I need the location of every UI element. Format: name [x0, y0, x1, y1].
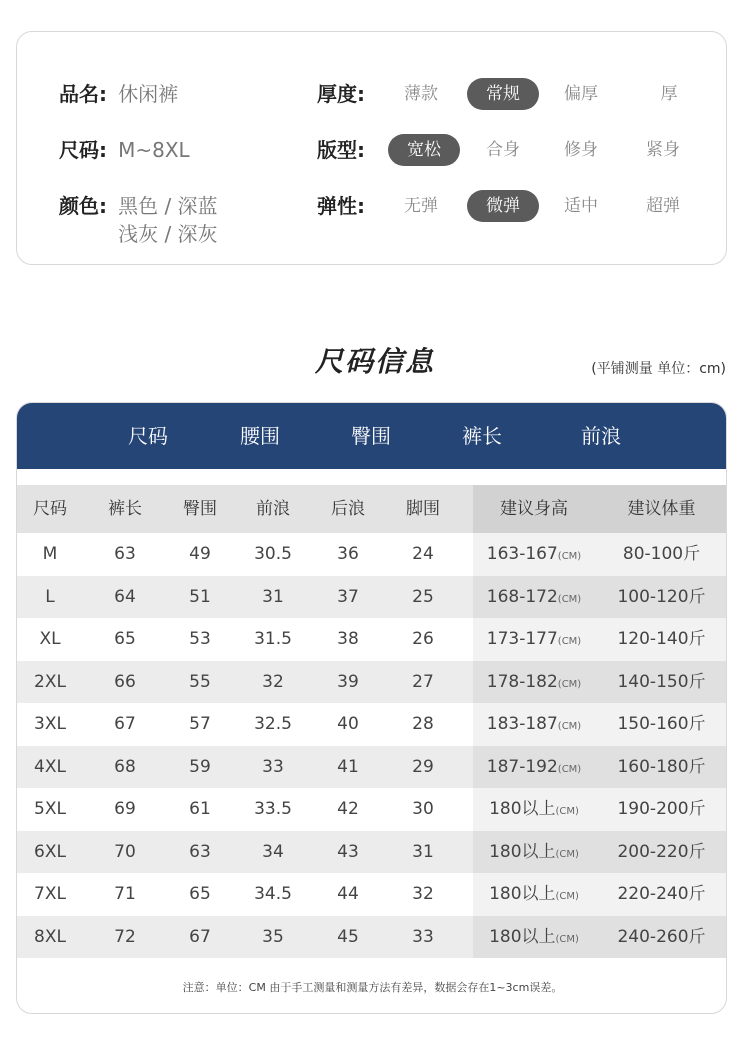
cell-suggested-height: [473, 746, 595, 791]
cell-back-rise: 44: [337, 884, 359, 904]
height-value: 180以上: [489, 926, 556, 947]
cell-suggested-height: [473, 831, 595, 876]
cell-size: L: [45, 586, 55, 607]
cell-size: M: [42, 544, 58, 564]
cell-hip: 53: [189, 629, 211, 649]
table-row: [17, 746, 727, 789]
height-unit-label: (CM): [557, 636, 582, 647]
cell-hip: 65: [189, 884, 211, 904]
cell-leg-opening: 32: [412, 884, 434, 904]
banner-item-hip: 臀围: [351, 424, 391, 448]
cell-suggested-weight: 140-150斤: [617, 671, 706, 692]
product-color-line-2: 浅灰 / 深灰: [118, 222, 218, 246]
cell-leg-opening: 31: [412, 841, 434, 862]
product-color-line-1: 黑色 / 深蓝: [118, 194, 218, 218]
cell-front-rise: 34: [262, 841, 284, 862]
thickness-option-thicker: 偏厚: [564, 84, 598, 104]
cell-back-rise: 45: [337, 926, 359, 947]
cell-size: XL: [39, 629, 61, 649]
elasticity-option-slight: 微弹: [467, 190, 539, 222]
cell-length: 69: [114, 799, 136, 819]
cell-length: 64: [114, 586, 136, 607]
cell-hip: 61: [189, 799, 211, 819]
cell-back-rise: 39: [337, 671, 359, 692]
banner-item-front-rise: 前浪: [581, 424, 621, 448]
height-unit-label: (CM): [555, 891, 579, 902]
cell-suggested-height: [473, 618, 595, 663]
cell-size: 6XL: [34, 841, 66, 862]
thickness-option-regular: 常规: [467, 78, 539, 110]
measurement-disclaimer: 注意：单位：CM 由于手工测量和测量方法有差异，数据会存在1~3cm误差。: [182, 981, 563, 994]
product-size-label: 尺码:: [59, 138, 107, 162]
size-info-title: 尺码信息: [314, 345, 435, 378]
fit-label: 版型:: [317, 138, 365, 162]
table-row: [17, 576, 727, 619]
thickness-option-thin: 薄款: [404, 84, 438, 104]
header-hip: 臀围: [183, 499, 217, 519]
height-unit-label: (CM): [557, 593, 582, 605]
cell-front-rise: 33.5: [254, 799, 292, 819]
product-name-label: 品名:: [59, 82, 107, 106]
cell-hip: 55: [189, 671, 211, 692]
cell-suggested-height: [473, 788, 595, 833]
cell-leg-opening: 26: [412, 629, 434, 649]
header-size: 尺码: [33, 499, 67, 519]
cell-leg-opening: 27: [412, 671, 434, 692]
cell-front-rise: 30.5: [254, 544, 292, 564]
cell-back-rise: 36: [337, 544, 359, 564]
cell-length: 72: [114, 926, 136, 947]
product-color-row: [59, 192, 218, 248]
cell-length: 67: [114, 714, 136, 734]
cell-size: 5XL: [34, 799, 66, 819]
height-value: 187-192: [486, 756, 558, 777]
cell-suggested-height: [473, 703, 595, 748]
cell-leg-opening: 29: [412, 756, 434, 777]
product-name-row: [59, 80, 178, 108]
height-value: 178-182: [486, 671, 558, 692]
table-row: [17, 661, 727, 704]
product-name-value: 休闲裤: [118, 82, 179, 106]
height-value: 163-167: [486, 544, 558, 564]
table-row: [17, 788, 727, 831]
height-unit-label: (CM): [555, 933, 579, 945]
cell-leg-opening: 24: [412, 544, 434, 564]
cell-length: 63: [114, 544, 136, 564]
header-length: 裤长: [108, 499, 142, 519]
cell-back-rise: 41: [337, 756, 359, 777]
table-row: [17, 916, 727, 959]
header-back-rise: 后浪: [331, 499, 365, 519]
cell-front-rise: 32.5: [254, 714, 292, 734]
height-unit-label: (CM): [557, 678, 582, 690]
height-value: 180以上: [489, 841, 556, 862]
cell-hip: 49: [189, 544, 211, 564]
table-row: [17, 873, 727, 916]
cell-hip: 67: [189, 926, 211, 947]
cell-front-rise: 32: [262, 671, 284, 692]
cell-length: 70: [114, 841, 136, 862]
cell-back-rise: 43: [337, 841, 359, 862]
banner-item-waist: 腰围: [240, 424, 280, 448]
cell-length: 71: [114, 884, 136, 904]
table-row: [17, 831, 727, 874]
fit-option-loose: 宽松: [388, 134, 460, 166]
cell-back-rise: 38: [337, 629, 359, 649]
cell-size: 3XL: [34, 714, 66, 734]
cell-suggested-weight: 190-200斤: [617, 799, 706, 819]
height-unit-label: (CM): [557, 721, 582, 732]
cell-front-rise: 31: [262, 586, 284, 607]
cell-suggested-height: [473, 916, 595, 961]
cell-size: 4XL: [34, 756, 66, 777]
table-row: [17, 703, 727, 746]
header-suggested-height: 建议身高: [500, 499, 568, 519]
height-unit-label: (CM): [557, 551, 582, 562]
cell-suggested-weight: 220-240斤: [617, 884, 706, 904]
cell-front-rise: 33: [262, 756, 284, 777]
cell-size: 7XL: [34, 884, 66, 904]
cell-suggested-weight: 200-220斤: [617, 841, 706, 862]
size-chart-table: [16, 402, 727, 1014]
banner-item-length: 裤长: [462, 424, 502, 448]
table-header-row: [17, 485, 727, 533]
elasticity-option-super: 超弹: [646, 196, 680, 216]
cell-hip: 51: [189, 586, 211, 607]
cell-suggested-height: [473, 576, 595, 621]
cell-leg-opening: 30: [412, 799, 434, 819]
height-value: 183-187: [486, 714, 558, 734]
cell-front-rise: 35: [262, 926, 284, 947]
cell-suggested-weight: 100-120斤: [617, 586, 706, 607]
elasticity-option-none: 无弹: [404, 196, 438, 216]
product-color-label: 颜色:: [59, 194, 107, 218]
thickness-label: 厚度:: [317, 82, 365, 106]
height-unit-label: (CM): [557, 763, 582, 775]
fit-option-tight: 紧身: [646, 140, 680, 160]
cell-leg-opening: 28: [412, 714, 434, 734]
product-attributes-card: [16, 31, 727, 265]
cell-hip: 59: [189, 756, 211, 777]
cell-suggested-height: [473, 533, 595, 578]
cell-back-rise: 37: [337, 586, 359, 607]
header-leg-opening: 脚围: [406, 499, 440, 519]
cell-suggested-weight: 160-180斤: [617, 756, 706, 777]
table-row: [17, 533, 727, 576]
header-suggested-weight: 建议体重: [627, 499, 696, 519]
height-value: 173-177: [486, 629, 558, 649]
fit-option-slim: 修身: [564, 140, 598, 160]
cell-suggested-height: [473, 873, 595, 918]
elasticity-label: 弹性:: [317, 194, 365, 218]
height-unit-label: (CM): [555, 806, 579, 817]
cell-front-rise: 31.5: [254, 629, 292, 649]
cell-suggested-weight: 80-100斤: [622, 544, 701, 564]
cell-hip: 63: [189, 841, 211, 862]
cell-length: 66: [114, 671, 136, 692]
height-value: 180以上: [489, 884, 556, 904]
cell-leg-opening: 33: [412, 926, 434, 947]
cell-size: 2XL: [34, 671, 66, 692]
height-value: 180以上: [489, 799, 556, 819]
fit-option-regular: 合身: [486, 140, 520, 160]
cell-length: 68: [114, 756, 136, 777]
height-value: 168-172: [486, 586, 558, 607]
table-row: [17, 618, 727, 661]
height-unit-label: (CM): [555, 848, 579, 860]
cell-suggested-weight: 150-160斤: [617, 714, 706, 734]
cell-suggested-height: [473, 661, 595, 706]
banner-item-size: 尺码: [128, 424, 168, 448]
cell-length: 65: [114, 629, 136, 649]
cell-suggested-weight: 120-140斤: [617, 629, 706, 649]
measurement-unit-note: (平铺测量 单位：cm): [591, 361, 726, 377]
cell-size: 8XL: [34, 926, 66, 947]
cell-front-rise: 34.5: [254, 884, 292, 904]
product-size-row: [59, 136, 190, 164]
header-front-rise: 前浪: [256, 499, 290, 519]
cell-hip: 57: [189, 714, 211, 734]
elasticity-option-medium: 适中: [564, 196, 598, 216]
thickness-option-thick: 厚: [660, 84, 678, 104]
cell-leg-opening: 25: [412, 586, 434, 607]
measurement-banner: [17, 403, 727, 469]
product-size-value: M~8XL: [118, 138, 190, 162]
cell-back-rise: 40: [337, 714, 359, 734]
cell-back-rise: 42: [337, 799, 359, 819]
product-color-values: [118, 192, 217, 248]
cell-suggested-weight: 240-260斤: [617, 926, 706, 947]
